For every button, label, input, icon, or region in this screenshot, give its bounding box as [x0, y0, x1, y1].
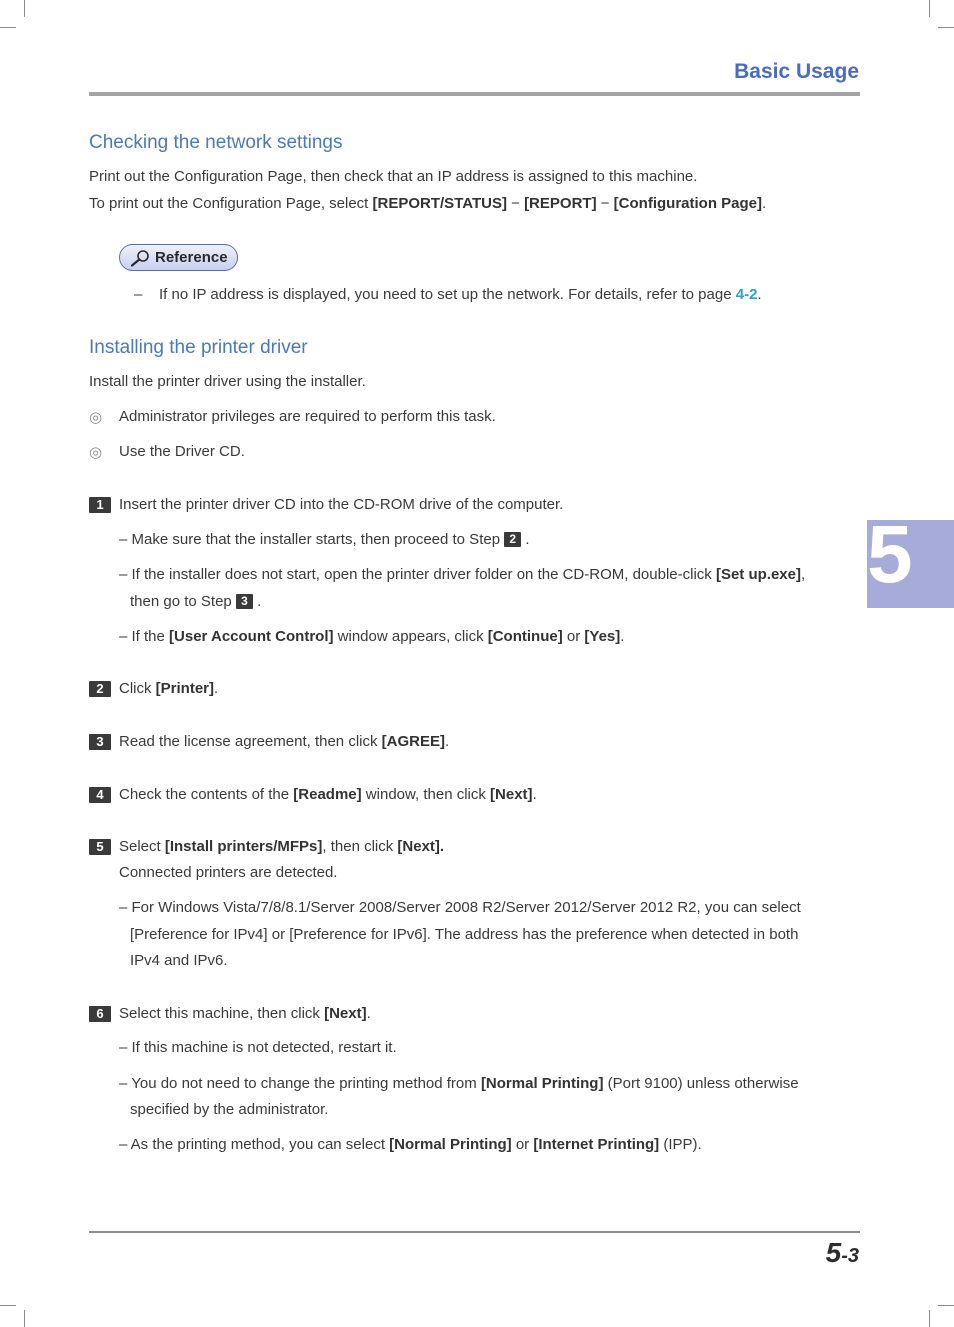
- requirement-admin: Administrator privileges are required to perform this task.: [119, 408, 496, 425]
- crop-mark: [0, 27, 16, 28]
- requirement-bullet: ◎: [89, 409, 103, 426]
- step-6-note-2-cont: specified by the administrator.: [130, 1101, 329, 1118]
- step-6-note-3: – As the printing method, you can select [Normal Printing] or [Internet Printing] (IPP).: [119, 1136, 702, 1153]
- menu-report-status: [REPORT/STATUS]: [372, 195, 507, 212]
- header-rule: [89, 92, 860, 96]
- header-title: Basic Usage: [734, 60, 859, 83]
- menu-report: [REPORT]: [524, 195, 597, 212]
- step-1-note-3: – If the [User Account Control] window appears, click [Continue] or [Yes].: [119, 628, 625, 645]
- network-line2: To print out the Configuration Page, select [REPORT/STATUS] − [REPORT] − [Configuration Page].: [89, 195, 767, 212]
- reference-note: If no IP address is displayed, you need to set up the network. For details, refer to page 4-2.: [159, 286, 762, 303]
- crop-mark: [929, 0, 930, 17]
- step-number-2: 2: [89, 681, 111, 697]
- step-4-text: Check the contents of the [Readme] window, then click [Next].: [119, 786, 537, 803]
- step-1-note-2-cont: then go to Step 3 .: [130, 593, 262, 610]
- section-title-driver: Installing the printer driver: [89, 337, 308, 358]
- crop-mark: [0, 1305, 16, 1306]
- step-number-6: 6: [89, 1006, 111, 1022]
- network-line1: Print out the Configuration Page, then check that an IP address is assigned to this machine.: [89, 168, 698, 185]
- requirement-cd: Use the Driver CD.: [119, 443, 245, 460]
- step-5-note-1: – For Windows Vista/7/8/8.1/Server 2008/Server 2008 R2/Server 2012/Server 2012 R2, you can select: [119, 899, 801, 916]
- chapter-tab-number: 5: [867, 509, 913, 600]
- step-number-3: 3: [89, 734, 111, 750]
- reference-dash: –: [134, 286, 143, 303]
- step-ref-2: 2: [504, 532, 521, 547]
- step-2-text: Click [Printer].: [119, 680, 219, 697]
- step-ref-3: 3: [236, 594, 253, 609]
- step-6-text: Select this machine, then click [Next].: [119, 1005, 371, 1022]
- crop-mark: [929, 1310, 930, 1327]
- crop-mark: [938, 1305, 954, 1306]
- step-6-note-1: – If this machine is not detected, restart it.: [119, 1039, 397, 1056]
- requirement-bullet: ◎: [89, 444, 103, 461]
- page-number: 5-3: [825, 1237, 859, 1268]
- step-5-text: Select [Install printers/MFPs], then click [Next].: [119, 838, 445, 855]
- step-number-5: 5: [89, 839, 111, 855]
- step-1-note-2: – If the installer does not start, open the printer driver folder on the CD-ROM, double-click [Set up.exe],: [119, 566, 806, 583]
- step-5-note-1-cont: [Preference for IPv4] or [Preference for IPv6]. The address has the preference when detected in both: [130, 926, 799, 943]
- crop-mark: [938, 27, 954, 28]
- menu-configuration-page: [Configuration Page]: [613, 195, 762, 212]
- driver-intro: Install the printer driver using the installer.: [89, 373, 366, 390]
- step-number-4: 4: [89, 787, 111, 803]
- footer-rule: [89, 1231, 860, 1233]
- step-5-note-1-end: IPv4 and IPv6.: [130, 952, 228, 969]
- section-title-network: Checking the network settings: [89, 132, 343, 153]
- step-1-note-1: – Make sure that the installer starts, then proceed to Step 2 .: [119, 531, 530, 548]
- crop-mark: [24, 0, 25, 17]
- crop-mark: [24, 1310, 25, 1327]
- chapter-tab: [867, 509, 954, 608]
- step-1-text: Insert the printer driver CD into the CD-ROM drive of the computer.: [119, 496, 564, 513]
- step-3-text: Read the license agreement, then click [AGREE].: [119, 733, 450, 750]
- reference-label: Reference: [155, 249, 228, 266]
- magnifier-icon: [130, 249, 152, 271]
- step-5-detected: Connected printers are detected.: [119, 864, 338, 881]
- step-6-note-2: – You do not need to change the printing method from [Normal Printing] (Port 9100) unless otherwise: [119, 1075, 799, 1092]
- reference-badge: [119, 244, 238, 271]
- page-link-4-2[interactable]: 4-2: [735, 286, 758, 303]
- step-number-1: 1: [89, 497, 111, 513]
